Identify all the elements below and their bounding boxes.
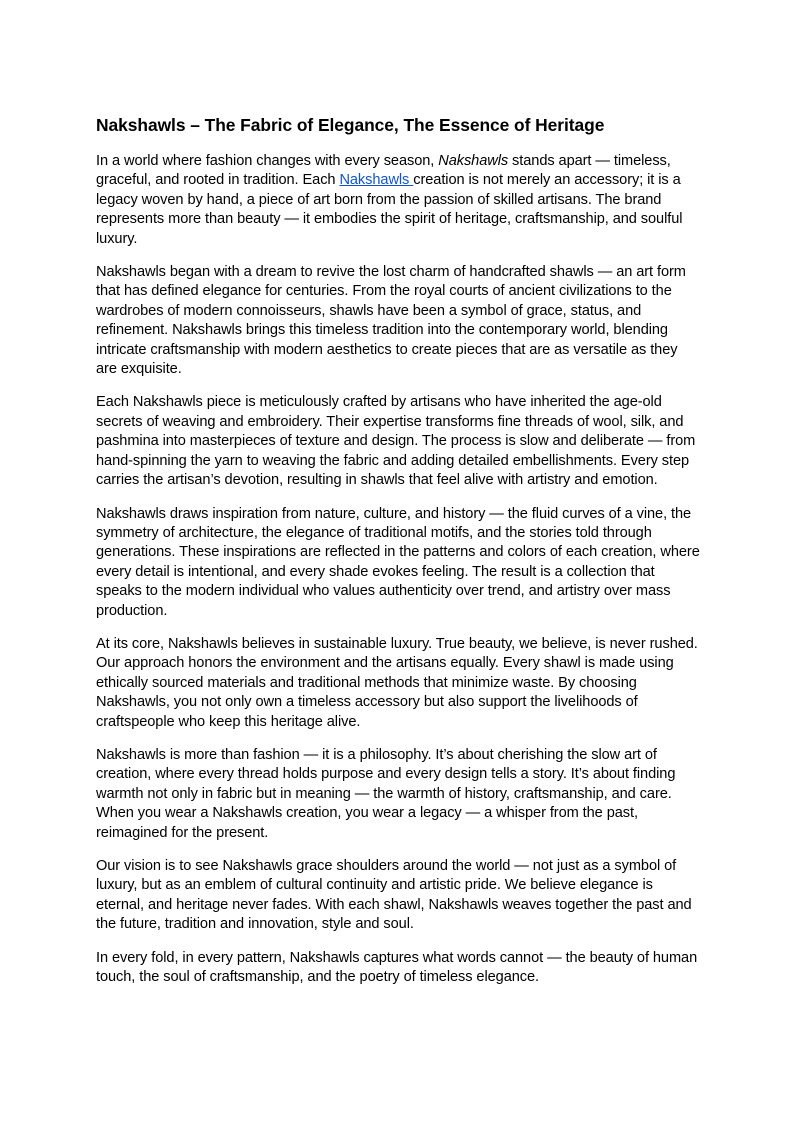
intro-text-3: creation is not merely an accessory; it is a legacy woven by hand, a piece of art born from the passion of skilled artisans. The brand represents more than beauty — it embodies the spirit of heritage, craftsmanship, and soulful luxury. <box>96 172 683 247</box>
nakshawls-link[interactable]: Nakshawls <box>339 172 414 189</box>
intro-text-2: stands apart — timeless, graceful, and rooted in tradition. Each <box>96 153 671 189</box>
intro-paragraph <box>96 152 701 249</box>
paragraph-closing: In every fold, in every pattern, Nakshawls captures what words cannot — the beauty of human touch, the soul of craftsmanship, and the poetry of timeless elegance. <box>96 949 698 986</box>
intro-text-1: In a world where fashion changes with every season, <box>96 153 439 169</box>
paragraph-philosophy: Nakshawls is more than fashion — it is a philosophy. It’s about cherishing the slow art of creation, where every thread holds purpose and every design tells a story. It’s about finding warmth not only in fabric but in meaning — the warmth of history, craftsmanship, and care. When you wear a Nakshawls creation, you wear a legacy — a whisper from the past, reimagined for the present. <box>96 746 676 841</box>
brand-name-italic: Nakshawls <box>438 153 509 169</box>
paragraph-inspiration: Nakshawls draws inspiration from nature, culture, and history — the fluid curves of a vine, the symmetry of architecture, the elegance of traditional motifs, and the stories told through generations. These inspirations are reflected in the patterns and colors of each creation, where every detail is intentional, and every shade evokes feeling. The result is a collection that speaks to the modern individual who values authenticity over trend, and artistry over mass production. <box>96 505 700 619</box>
paragraph-sustainability: At its core, Nakshawls believes in sustainable luxury. True beauty, we believe, is never rushed. Our approach honors the environment and the artisans equally. Every shawl is made using ethically sourced materials and traditional methods that minimize waste. By choosing Nakshawls, you not only own a timeless accessory but also support the livelihoods of craftspeople who keep this heritage alive. <box>96 635 698 730</box>
paragraph-vision: Our vision is to see Nakshawls grace shoulders around the world — not just as a symbol of luxury, but as an emblem of cultural continuity and artistic pride. We believe elegance is eternal, and heritage never fades. With each shawl, Nakshawls weaves together the past and the future, tradition and innovation, style and soul. <box>96 858 692 933</box>
paragraph-origin: Nakshawls began with a dream to revive the lost charm of handcrafted shawls — an art form that has defined elegance for centuries. From the royal courts of ancient civilizations to the wardrobes of modern connoisseurs, shawls have been a symbol of grace, status, and refinement. Nakshawls brings this timeless tradition into the contemporary world, blending intricate craftsmanship with modern aesthetics to create pieces that are as versatile as they are exquisite. <box>96 264 686 378</box>
document-title: Nakshawls – The Fabric of Elegance, The Essence of Heritage <box>96 115 605 135</box>
document-page <box>96 114 701 1001</box>
paragraph-craftsmanship: Each Nakshawls piece is meticulously crafted by artisans who have inherited the age-old secrets of weaving and embroidery. Their expertise transforms fine threads of wool, silk, and pashmina into masterpieces of texture and design. The process is slow and deliberate — from hand-spinning the yarn to weaving the fabric and adding detailed embellishments. Every step carries the artisan’s devotion, resulting in shawls that feel alive with artistry and emotion. <box>96 394 696 489</box>
